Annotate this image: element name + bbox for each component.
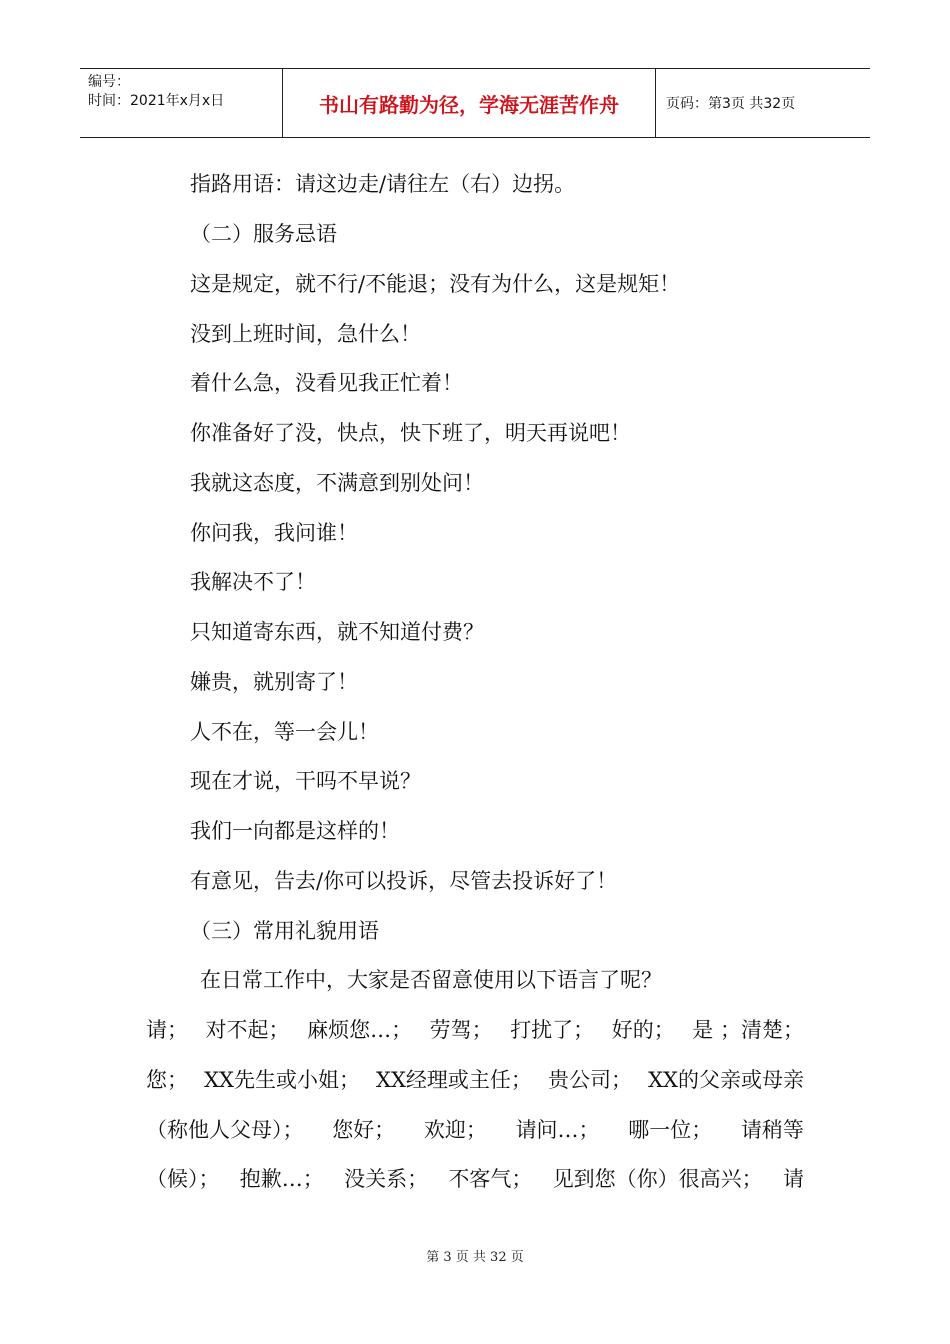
paragraph: 我解决不了！ [190, 570, 316, 594]
phrase: 请问…； [515, 1118, 600, 1142]
paragraph: 指路用语：请这边走/请往左（右）边拐。 [190, 172, 576, 196]
paragraph: 只知道寄东西，就不知道付费？ [190, 620, 484, 644]
paragraph: 有意见，告去/你可以投诉，尽管去投诉好了！ [190, 869, 618, 893]
phrase: 不客气； [448, 1167, 533, 1191]
phrase-line [146, 1066, 804, 1094]
paragraph: 没到上班时间，急什么！ [190, 322, 421, 346]
paragraph: 你准备好了没，快点，快下班了，明天再说吧！ [190, 421, 631, 445]
phrase: 劳驾； [429, 1018, 493, 1042]
document-date-label: 时间：2021年x月x日 [88, 93, 225, 109]
phrase: 没关系； [344, 1167, 429, 1191]
phrase: 您； [146, 1068, 188, 1092]
phrase: XX的父亲或母亲 [648, 1068, 804, 1092]
phrase: （称他人父母）； [146, 1118, 304, 1142]
phrase: XX经理或主任； [376, 1068, 532, 1092]
phrase: 您好； [332, 1118, 396, 1142]
phrase: 麻烦您…； [307, 1018, 413, 1042]
section-heading: （二）服务忌语 [190, 222, 337, 246]
phrase: 见到您（你）很高兴； [552, 1167, 763, 1191]
header-slogan: 书山有路勤为径，学海无涯苦作舟 [282, 69, 656, 137]
paragraph: 在日常工作中，大家是否留意使用以下语言了呢？ [200, 968, 662, 992]
phrase: 好的； [611, 1018, 675, 1042]
header-page-info: 页码：第3页 共32页 [666, 96, 796, 112]
phrase-line [146, 1016, 804, 1044]
page-footer: 第 3 页 共 32 页 [426, 1250, 524, 1265]
paragraph: 我们一向都是这样的！ [190, 819, 400, 843]
paragraph: 着什么急，没看见我正忙着！ [190, 371, 463, 395]
phrase: （候）； [146, 1167, 220, 1191]
phrase: 欢迎； [423, 1118, 487, 1142]
phrase: 请 [782, 1167, 804, 1191]
document-number-label: 编号： [88, 74, 130, 90]
phrase: 打扰了； [510, 1018, 595, 1042]
paragraph: 你问我，我问谁！ [190, 521, 358, 545]
paragraph: 这是规定，就不行/不能退；没有为什么，这是规矩！ [190, 272, 681, 296]
section-heading: （三）常用礼貌用语 [190, 919, 379, 943]
paragraph: 人不在，等一会儿！ [190, 720, 379, 744]
phrase: 请稍等 [740, 1118, 804, 1142]
paragraph: 嫌贵，就别寄了！ [190, 670, 358, 694]
page-header [80, 68, 870, 138]
header-meta [80, 69, 282, 137]
phrase: 哪一位； [628, 1118, 713, 1142]
paragraph: 我就这态度，不满意到别处问！ [190, 471, 484, 495]
phrase-line [146, 1165, 804, 1193]
phrase: 请； [146, 1018, 188, 1042]
phrase: 对不起； [205, 1018, 290, 1042]
phrase: 抱歉…； [239, 1167, 324, 1191]
paragraph: 现在才说，干吗不早说？ [190, 769, 421, 793]
phrase: 是 ；清楚； [692, 1018, 804, 1042]
phrase: XX先生或小姐； [204, 1068, 360, 1092]
phrase-line [146, 1116, 804, 1144]
phrase: 贵公司； [548, 1068, 632, 1092]
